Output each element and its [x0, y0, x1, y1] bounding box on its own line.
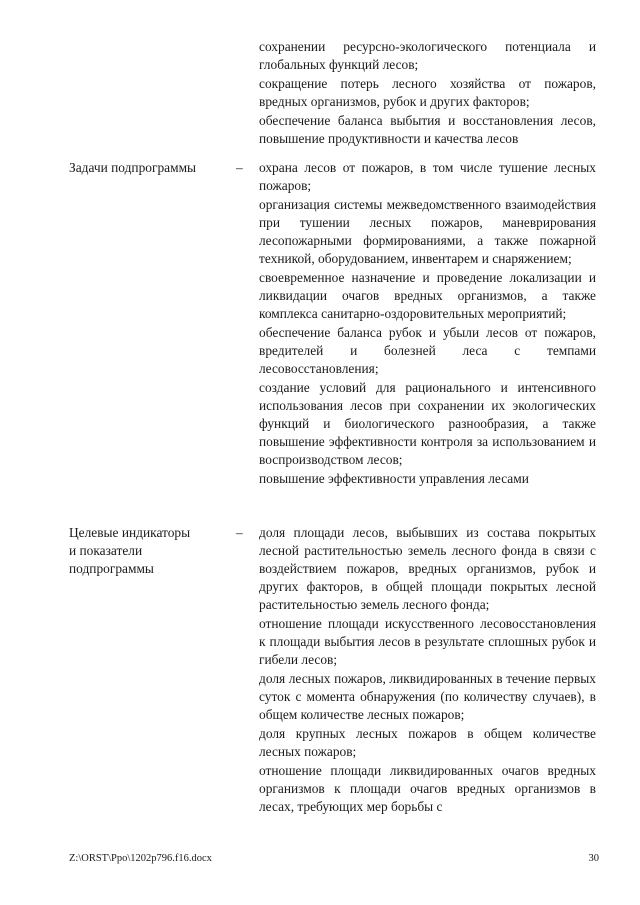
tasks-label: Задачи подпрограммы — [69, 160, 197, 175]
indicator-paragraph: доля крупных лесных пожаров в общем количестве лесных пожаров; — [259, 726, 596, 759]
indicator-paragraph: отношение площади ликвидированных очагов вредных организмов к площади очагов вредных организмов в лесах, требующих мер борьбы с — [259, 763, 596, 814]
task-paragraph: организация системы межведомственного взаимодействия при тушении лесных пожаров, маневрирования лесопожарными формированиями, а также пожарной техникой, оборудованием, инвентарем и снаряжением; — [259, 197, 596, 266]
goal-paragraph: обеспечение баланса выбытия и восстановления лесов, повышение продуктивности и качества лесов — [259, 113, 596, 146]
indicators-label — [69, 524, 229, 578]
footer-page-number: 30 — [588, 853, 599, 864]
tasks-list — [259, 159, 596, 488]
indicator-paragraph: отношение площади искусственного лесовосстановления к площади выбытия лесов в результате сплошных рубок и гибели лесов; — [259, 616, 596, 667]
indicators-label-line: Целевые индикаторы — [69, 525, 191, 540]
footer-file-path: Z:\ORST\Ppo\1202p796.f16.docx — [69, 853, 212, 864]
indicator-paragraph: доля лесных пожаров, ликвидированных в течение первых суток с момента обнаружения (по количеству случаев), в общем количестве лесных пожаров; — [259, 671, 596, 722]
goal-paragraph: сохранении ресурсно-экологического потенциала и глобальных функций лесов; — [259, 39, 596, 72]
task-paragraph: обеспечение баланса рубок и убыли лесов от пожаров, вредителей и болезней леса с темпами лесовосстановления; — [259, 325, 596, 376]
goals-continuation — [259, 38, 596, 148]
indicators-label-line: подпрограммы — [69, 561, 154, 576]
tasks-dash: – — [236, 160, 243, 175]
indicator-paragraph: доля площади лесов, выбывших из состава покрытых лесной растительностью земель лесного фонда в связи с воздействием пожаров, вредных организмов, рубок и других факторов, в общей площади покрытых лесной растительностью земель лесного фонда; — [259, 525, 596, 612]
indicators-label-line: и показатели — [69, 543, 143, 558]
task-paragraph: своевременное назначение и проведение локализации и ликвидации очагов вредных организмов, а также комплекса санитарно-оздоровительных мероприятий; — [259, 270, 596, 321]
indicators-dash: – — [236, 525, 243, 540]
task-paragraph: создание условий для рационального и интенсивного использования лесов при сохранении их экологических функций и биологического разнообразия, а также повышение эффективности контроля за использованием и воспроизводством лесов; — [259, 380, 596, 467]
task-paragraph: охрана лесов от пожаров, в том числе тушение лесных пожаров; — [259, 160, 596, 193]
indicators-list — [259, 524, 596, 816]
task-paragraph: повышение эффективности управления лесами — [259, 471, 529, 486]
goal-paragraph: сокращение потерь лесного хозяйства от пожаров, вредных организмов, рубок и других факторов; — [259, 76, 596, 109]
